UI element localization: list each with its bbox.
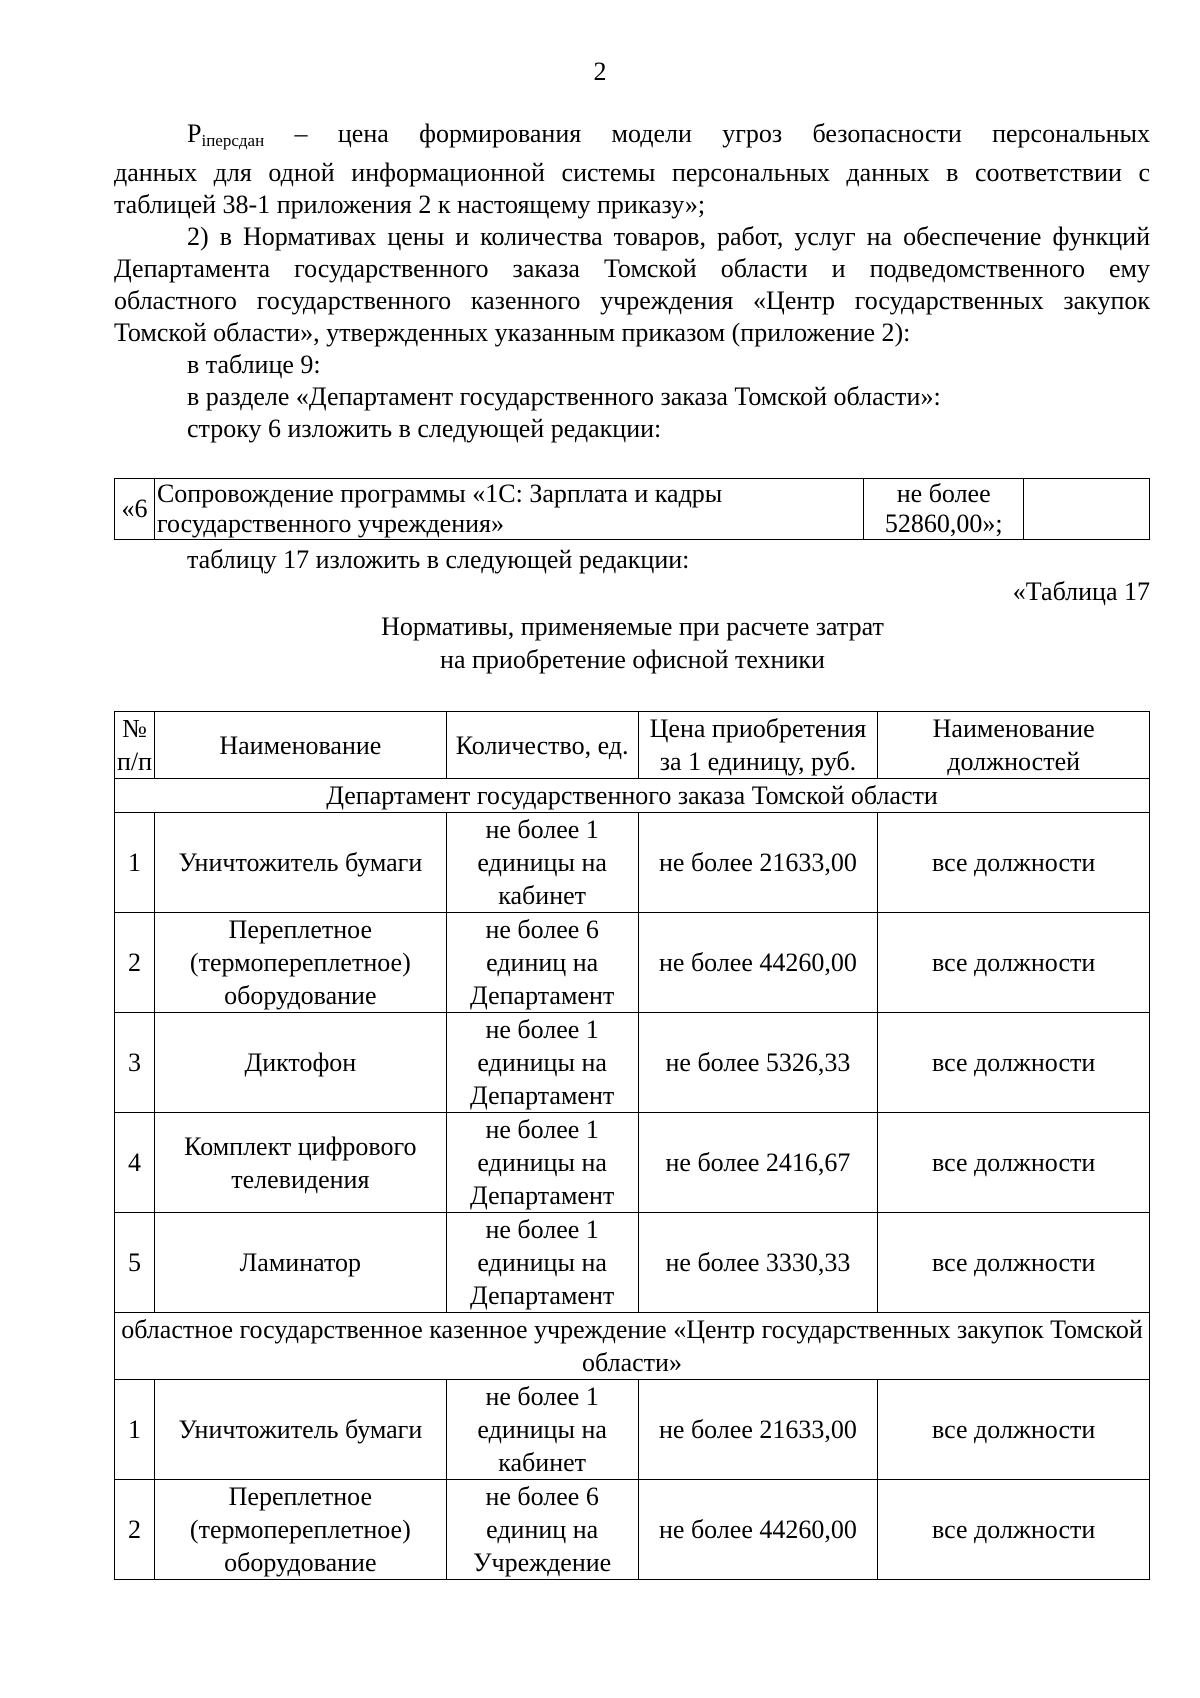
cell-num: 3 <box>115 1013 155 1113</box>
header-num: № п/п <box>115 712 155 779</box>
cell-price: не более 2416,67 <box>638 1113 878 1213</box>
cell-num: 2 <box>115 913 155 1013</box>
section-row <box>115 779 1150 813</box>
cell-positions: все должности <box>878 1213 1150 1313</box>
table-row <box>115 1213 1150 1313</box>
table-row <box>115 1013 1150 1113</box>
row6-name: Сопровождение программы «1С: Зарплата и кадры государственного учреждения» <box>154 479 863 540</box>
formula-definition-text: – цена формирования модели угроз безопасности персональных <box>264 119 1150 148</box>
cell-num: 5 <box>115 1213 155 1313</box>
cell-price: не более 21633,00 <box>638 1380 878 1480</box>
row6-table <box>114 478 1150 540</box>
formula-definition-line1 <box>114 118 1150 157</box>
section-row <box>115 1313 1150 1380</box>
cell-price: не более 44260,00 <box>638 913 878 1013</box>
cell-num: 1 <box>115 813 155 913</box>
table17-label: «Таблица 17 <box>1012 577 1150 606</box>
cell-num: 1 <box>115 1380 155 1480</box>
cell-positions: все должности <box>878 1380 1150 1480</box>
header-price: Цена приобретения за 1 единицу, руб. <box>638 712 878 779</box>
cell-qty: не более 1 единицы на кабинет <box>446 1380 638 1480</box>
header-qty: Количество, ед. <box>446 712 638 779</box>
header-positions: Наименование должностей <box>878 712 1150 779</box>
section1-title: Департамент государственного заказа Томской области <box>115 779 1150 813</box>
cell-qty: не более 6 единиц на Учреждение <box>446 1480 638 1580</box>
item-2-paragraph: 2) в Нормативах цены и количества товаров, работ, услуг на обеспечение функций Департамента государственного заказа Томской области и подведомственного ему областного государственного казенного учреждения «Центр государственных закупок Томской области», утвержденных указанным приказом (приложение 2): <box>114 222 1150 347</box>
formula-subscript: iперсдан <box>201 131 265 150</box>
row6-empty-cell <box>1024 479 1150 540</box>
cell-name: Переплетное (термопереплетное) оборудование <box>154 913 446 1013</box>
cell-qty: не более 1 единицы на Департамент <box>446 1113 638 1213</box>
cell-name: Уничтожитель бумаги <box>154 813 446 913</box>
table-row <box>115 479 1150 540</box>
cell-positions: все должности <box>878 913 1150 1013</box>
table17-title <box>0 610 1200 676</box>
cell-qty: не более 1 единицы на кабинет <box>446 813 638 913</box>
formula-definition-rest: данных для одной информационной системы персональных данных в соответствии с таблицей 38-1 приложения 2 к настоящему приказу»; <box>114 158 1150 219</box>
cell-positions: все должности <box>878 1480 1150 1580</box>
cell-name: Диктофон <box>154 1013 446 1113</box>
cell-num: 4 <box>115 1113 155 1213</box>
table-header-row <box>115 712 1150 779</box>
cell-name: Переплетное (термопереплетное) оборудование <box>154 1480 446 1580</box>
table17 <box>114 711 1150 1580</box>
cell-positions: все должности <box>878 1013 1150 1113</box>
cell-name: Ламинатор <box>154 1213 446 1313</box>
cell-num: 2 <box>115 1480 155 1580</box>
cell-price: не более 21633,00 <box>638 813 878 913</box>
table-row <box>115 913 1150 1013</box>
table17-title-line2: на приобретение офисной техники <box>440 645 825 674</box>
line-section: в разделе «Департамент государственного заказа Томской области»: <box>187 382 941 411</box>
table17-title-line1: Нормативы, применяемые при расчете затрат <box>381 612 884 641</box>
cell-name: Комплект цифрового телевидения <box>154 1113 446 1213</box>
cell-qty: не более 1 единицы на Департамент <box>446 1213 638 1313</box>
cell-qty: не более 6 единиц на Департамент <box>446 913 638 1013</box>
cell-positions: все должности <box>878 1113 1150 1213</box>
header-name: Наименование <box>154 712 446 779</box>
row6-price: не более 52860,00»; <box>864 479 1024 540</box>
row6-num: «6 <box>115 479 155 540</box>
body-text <box>114 118 1150 445</box>
line-table9: в таблице 9: <box>187 350 321 379</box>
cell-positions: все должности <box>878 813 1150 913</box>
cell-price: не более 44260,00 <box>638 1480 878 1580</box>
cell-name: Уничтожитель бумаги <box>154 1380 446 1480</box>
table-row <box>115 1380 1150 1480</box>
table-row <box>115 1113 1150 1213</box>
cell-qty: не более 1 единицы на Департамент <box>446 1013 638 1113</box>
table-row <box>115 1480 1150 1580</box>
page-number: 2 <box>593 57 607 86</box>
line-row6-intro: строку 6 изложить в следующей редакции: <box>187 414 662 443</box>
section2-title: областное государственное казенное учреждение «Центр государственных закупок Томской области» <box>115 1313 1150 1380</box>
cell-price: не более 5326,33 <box>638 1013 878 1113</box>
formula-symbol: P <box>187 119 202 148</box>
line-table17-intro: таблицу 17 изложить в следующей редакции: <box>187 545 690 574</box>
cell-price: не более 3330,33 <box>638 1213 878 1313</box>
table-row <box>115 813 1150 913</box>
